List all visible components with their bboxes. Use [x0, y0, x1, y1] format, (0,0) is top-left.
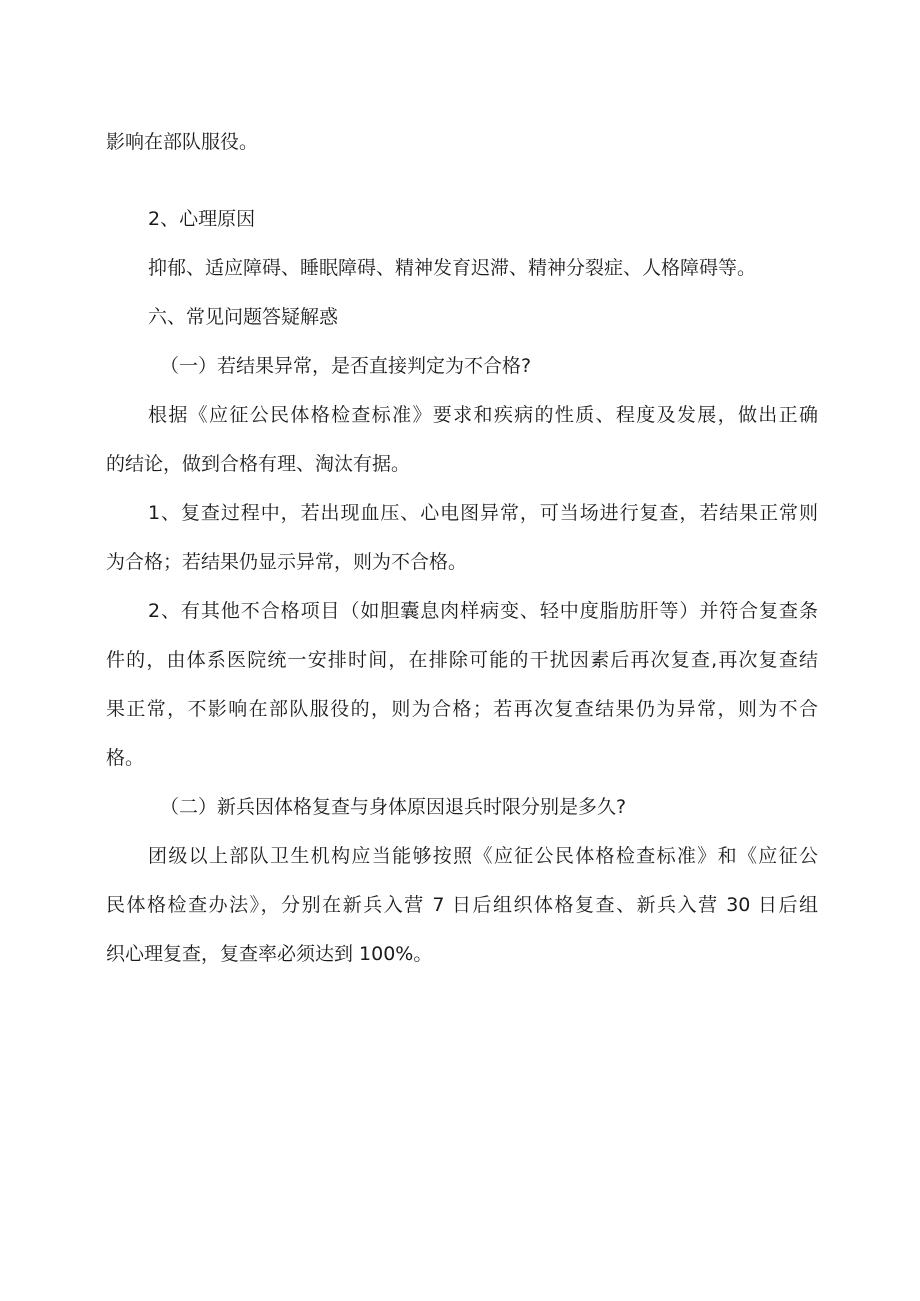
body-text-line: 民体格检查办法》，分别在新兵入营 7 日后组织体格复查、新兵入营 30 日后组 — [106, 894, 818, 916]
body-text-line: 团级以上部队卫生机构应当能够按照《应征公民体格检查标准》和《应征公 — [148, 845, 818, 867]
question-heading: （二）新兵因体格复查与身体原因退兵时限分别是多久? — [160, 796, 627, 818]
body-text-line: 根据《应征公民体格检查标准》要求和疾病的性质、程度及发展，做出正确 — [148, 404, 818, 426]
body-text-line: 影响在部队服役。 — [106, 131, 259, 153]
body-text-line: 果正常，不影响在部队服役的，则为合格；若再次复查结果仍为异常，则为不合 — [106, 698, 818, 720]
body-text-line: 的结论，做到合格有理、淘汰有据。 — [106, 453, 411, 475]
body-text-line: 抑郁、适应障碍、睡眠障碍、精神发育迟滞、精神分裂症、人格障碍等。 — [148, 257, 757, 279]
body-text-line: 织心理复查，复查率必须达到 100%。 — [106, 943, 433, 965]
question-heading: （一）若结果异常，是否直接判定为不合格? — [160, 355, 532, 377]
body-text-line: 2、有其他不合格项目（如胆囊息肉样病变、轻中度脂肪肝等）并符合复查条 — [148, 600, 818, 622]
section-heading: 2、心理原因 — [148, 208, 256, 230]
body-text-line: 格。 — [106, 747, 145, 769]
section-heading: 六、常见问题答疑解惑 — [148, 306, 339, 328]
body-text-line: 件的，由体系医院统一安排时间，在排除可能的干扰因素后再次复查,再次复查结 — [106, 649, 818, 671]
body-text-line: 1、复查过程中，若出现血压、心电图异常，可当场进行复查，若结果正常则 — [148, 502, 818, 524]
body-text-line: 为合格；若结果仍显示异常，则为不合格。 — [106, 551, 468, 573]
